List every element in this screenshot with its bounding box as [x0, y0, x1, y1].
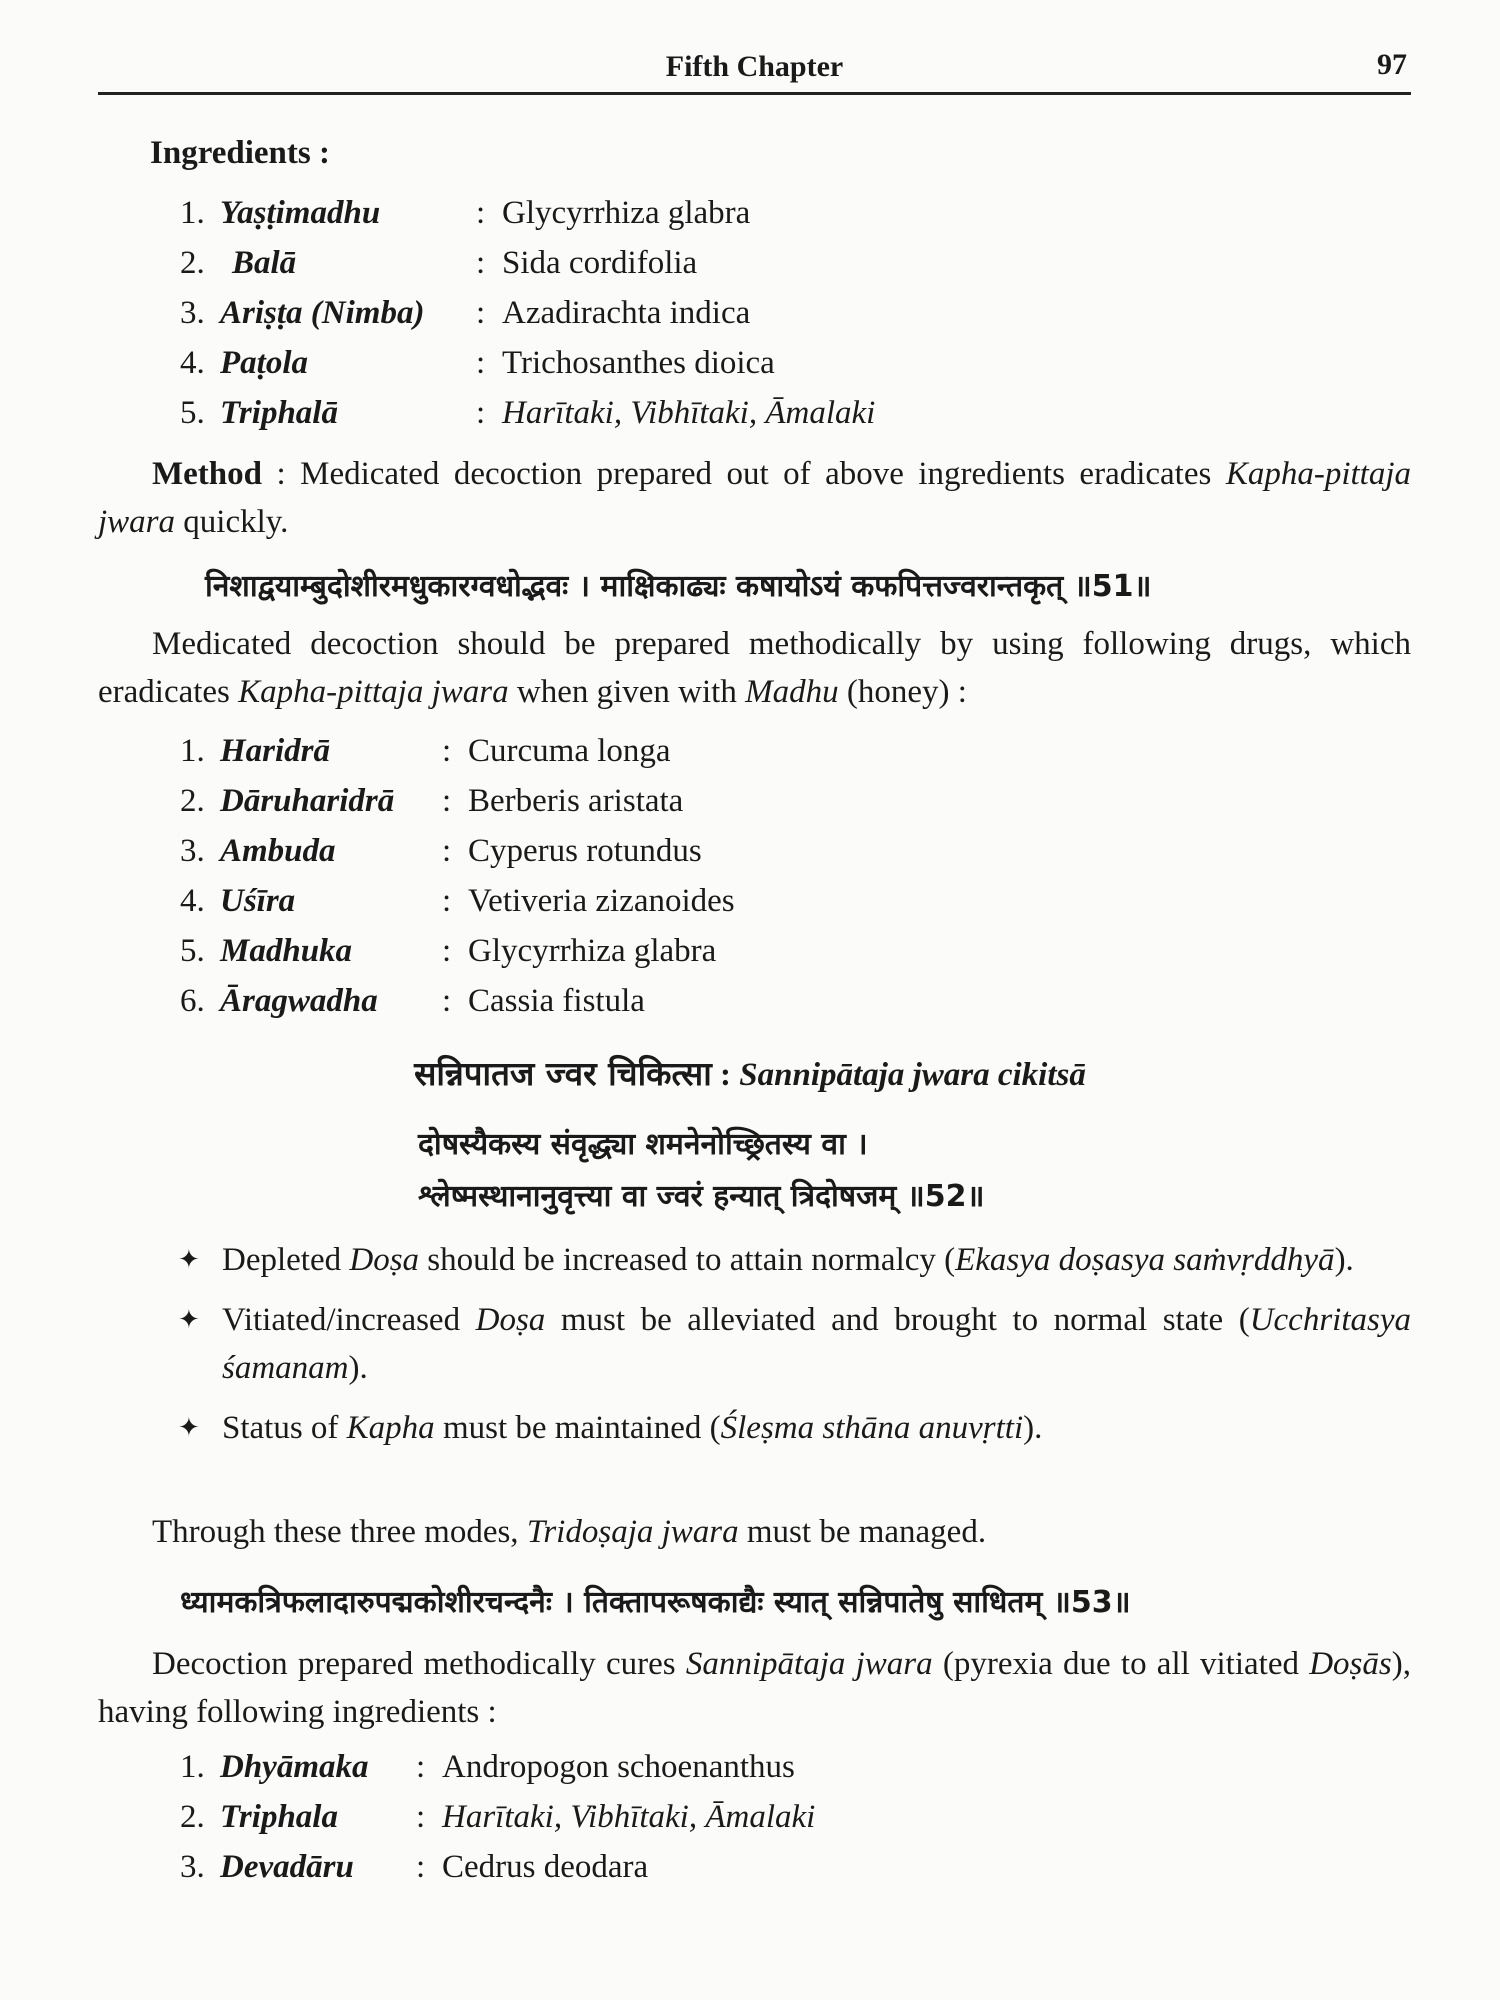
bullet-item: ✦ Depleted Doṣa should be increased to attain normalcy (Ekasya doṣasya saṁvṛddhyā). — [178, 1236, 1411, 1284]
verse-52-line-1: दोषस्यैकस्य संवृद्ध्या शमनेनोच्छ्रितस्य वा । — [418, 1127, 868, 1162]
treatment-bullets — [178, 1236, 1411, 1464]
paragraph-sannipataja: Decoction prepared methodically cures Sannipātaja jwara (pyrexia due to all vitiated Doṣās), having following ingredients : — [98, 1646, 1411, 1730]
bullet-icon: ✦ — [178, 1245, 200, 1274]
verse-51: निशाद्वयाम्बुदोशीरमधुकारग्वधोद्भवः । माक्षिकाढ्यः कषायोऽयं कफपित्तज्वरान्तकृत् ॥51॥ — [205, 569, 1152, 604]
verse-53: ध्यामकत्रिफलादारुपद्मकोशीरचन्दनैः । तिक्तापरूषकाद्यैः स्यात् सन्निपातेषु साधितम् ॥53॥ — [180, 1585, 1131, 1620]
bullet-icon: ✦ — [178, 1413, 200, 1442]
page-header — [98, 44, 1411, 95]
page-number: 97 — [1377, 48, 1407, 81]
bullet-item: ✦ Vitiated/increased Doṣa must be alleviated and brought to normal state (Ucchritasya śamanam). — [178, 1296, 1411, 1392]
section-heading-sannipataja: सन्निपातज ज्वर चिकित्सा : Sannipātaja jwara cikitsā — [414, 1054, 1086, 1093]
bullet-item: ✦ Status of Kapha must be maintained (Śleṣma sthāna anuvṛtti). — [178, 1404, 1411, 1452]
bullet-icon: ✦ — [178, 1305, 200, 1334]
method-paragraph: Method : Medicated decoction prepared out of above ingredients eradicates Kapha-pittaja jwara quickly. — [98, 456, 1411, 540]
ingredients-heading: Ingredients : — [150, 135, 330, 171]
paragraph-decoction: Medicated decoction should be prepared methodically by using following drugs, which eradicates Kapha-pittaja jwara when given with Madhu (honey) : — [98, 626, 1411, 710]
verse-52-line-2: श्लेष्मस्थानानुवृत्त्या वा ज्वरं हन्यात् त्रिदोषजम् ॥52॥ — [418, 1179, 985, 1214]
running-title: Fifth Chapter — [665, 50, 844, 83]
paragraph-through: Through these three modes, Tridoṣaja jwara must be managed. — [152, 1514, 987, 1550]
